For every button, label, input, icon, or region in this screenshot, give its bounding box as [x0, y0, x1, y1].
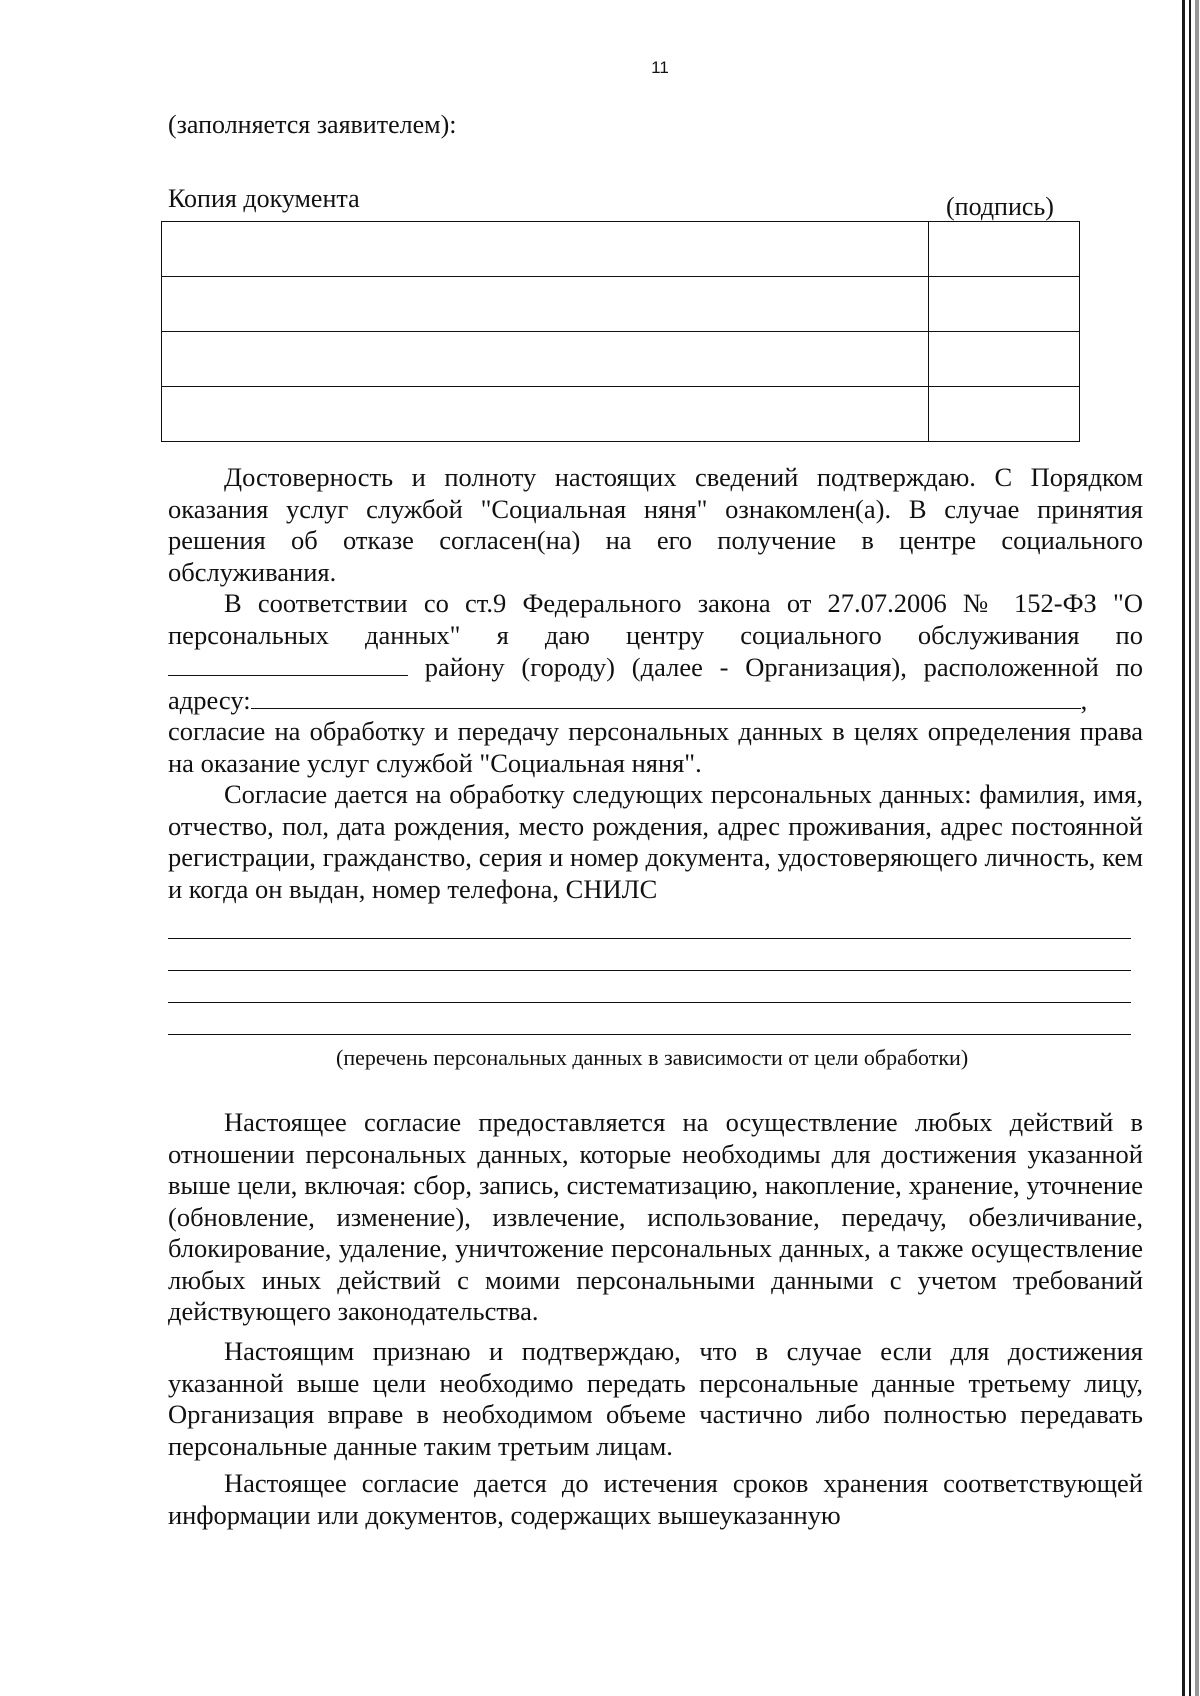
consent-section-2	[168, 1107, 1143, 1328]
scan-edge	[1189, 0, 1191, 1696]
scan-edge	[1195, 0, 1199, 1696]
documents-table	[161, 221, 1080, 442]
document-cell[interactable]	[162, 387, 929, 442]
signature-cell[interactable]	[929, 277, 1080, 332]
table-row	[162, 222, 1080, 277]
data-list-caption: (перечень персональных данных в зависимости от цели обработки)	[336, 1045, 969, 1070]
document-cell[interactable]	[162, 332, 929, 387]
consent-section-4	[168, 1468, 1143, 1531]
consent-purpose-text: согласие на обработку и передачу персональных данных в целях определения права на оказание услуг службой "Социальная няня".	[168, 716, 1143, 778]
table-row	[162, 277, 1080, 332]
paragraph-duration: Настоящее согласие дается до истечения сроков хранения соответствующей информации или документов, содержащих вышеуказанную	[168, 1468, 1143, 1530]
address-comma: ,	[1080, 684, 1088, 715]
paragraph-consent-basis	[168, 588, 1143, 779]
district-field[interactable]	[168, 651, 408, 676]
consent-section-1	[168, 462, 1143, 905]
personal-data-line[interactable]	[168, 1002, 1131, 1003]
consent-organization-text: району (городу) (далее - Организация), расположенной по адресу:	[168, 652, 1144, 715]
scan-edge	[1182, 0, 1185, 1696]
consent-basis-text: В соответствии со ст.9 Федерального закона от 27.07.2006 № 152-ФЗ "О персональных данных" я даю центру социального обслуживания по	[168, 588, 1143, 650]
document-cell[interactable]	[162, 277, 929, 332]
signature-cell[interactable]	[929, 332, 1080, 387]
document-cell[interactable]	[162, 222, 929, 277]
consent-section-3	[168, 1336, 1143, 1462]
personal-data-line[interactable]	[168, 970, 1131, 971]
table-row	[162, 332, 1080, 387]
personal-data-line[interactable]	[168, 1034, 1131, 1035]
signature-label: (подпись)	[946, 192, 1054, 221]
page-number: 11	[651, 58, 669, 77]
paragraph-actions: Настоящее согласие предоставляется на осуществление любых действий в отношении персональных данных, которые необходимы для достижения указанной выше цели, включая: сбор, запись, систематизацию, накопление, хранение, уточнение (обновление, изменение), извлечение, использование, передачу, обезличивание, блокирование, удаление, уничтожение персональных данных, а также осуществление любых иных действий с моими персональными данными с учетом требований действующего законодательства.	[168, 1107, 1143, 1326]
signature-cell[interactable]	[929, 222, 1080, 277]
copy-document-label: Копия документа	[168, 184, 360, 213]
address-field[interactable]	[251, 684, 1081, 709]
paragraph-data-list: Согласие дается на обработку следующих персональных данных: фамилия, имя, отчество, пол, дата рождения, место рождения, адрес проживания, адрес постоянной регистрации, гражданство, серия и номер документа, удостоверяющего личность, кем и когда он выдан, номер телефона, СНИЛС	[168, 779, 1143, 904]
paragraph-confirmation: Достоверность и полноту настоящих сведений подтверждаю. С Порядком оказания услуг службой "Социальная няня" ознакомлен(а). В случае принятия решения об отказе согласен(на) на его получение в центре социального обслуживания.	[168, 462, 1143, 587]
table-row	[162, 387, 1080, 442]
filled-by-note: (заполняется заявителем):	[168, 110, 457, 139]
signature-cell[interactable]	[929, 387, 1080, 442]
paragraph-third-parties: Настоящим признаю и подтверждаю, что в случае если для достижения указанной выше цели необходимо передать персональные данные третьему лицу, Организация вправе в необходимом объеме частично либо полностью передавать персональные данные таким третьим лицам.	[168, 1336, 1143, 1461]
personal-data-line[interactable]	[168, 938, 1131, 939]
